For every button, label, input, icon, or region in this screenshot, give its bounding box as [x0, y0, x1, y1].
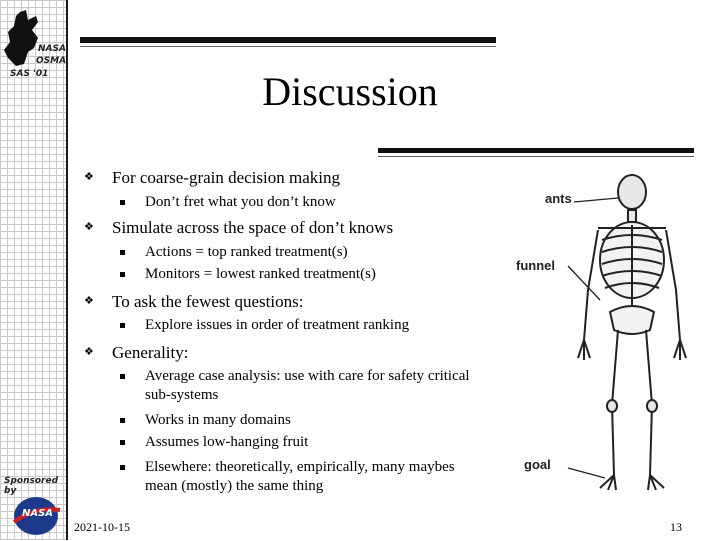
page-number: 13	[670, 520, 682, 534]
bullet-text: Simulate across the space of don’t knows	[112, 218, 394, 237]
bullet-text: To ask the fewest questions:	[112, 292, 304, 311]
west-virginia-icon	[2, 8, 66, 78]
bullet-text: For coarse-grain decision making	[112, 168, 341, 187]
content-bar-thin-line	[378, 156, 694, 157]
square-bullet-icon	[120, 374, 125, 379]
sub-bullet-text: Works in many domains	[145, 412, 291, 428]
bullet-marker-icon: ❖	[84, 171, 94, 183]
sub-bullet-text: Average case analysis: use with care for safety critical sub-systems	[145, 368, 470, 403]
sub-bullet-text: Explore issues in order of treatment ranking	[145, 317, 410, 333]
skeleton-label-goal: goal	[524, 457, 551, 472]
sub-bullet-text: Elsewhere: theoretically, empirically, many maybes mean (mostly) the same thing	[145, 459, 455, 494]
square-bullet-icon	[120, 250, 125, 255]
sub-bullet-text: Assumes low-hanging fruit	[145, 434, 309, 450]
content-bar-decoration	[378, 148, 694, 153]
sponsor-label: Sponsored by	[4, 476, 59, 496]
square-bullet-icon	[120, 323, 125, 328]
title-bar-decoration	[80, 37, 496, 43]
skeleton-illustration	[510, 170, 720, 510]
skeleton-label-ants: ants	[545, 191, 572, 206]
vertical-divider	[66, 0, 68, 540]
square-bullet-icon	[120, 272, 125, 277]
grid-decoration	[0, 0, 66, 540]
logo-line-osma: OSMA	[36, 56, 67, 66]
sub-bullet-text: Monitors = lowest ranked treatment(s)	[145, 266, 376, 282]
bullet-text: Generality:	[112, 343, 189, 362]
square-bullet-icon	[120, 440, 125, 445]
square-bullet-icon	[120, 465, 125, 470]
sub-bullet-text: Don’t fret what you don’t know	[145, 194, 336, 210]
bullet-marker-icon: ❖	[84, 346, 94, 358]
slide-title: Discussion	[262, 69, 438, 114]
nasa-logo	[10, 496, 62, 536]
logo-line-sas: SAS '01	[10, 69, 49, 79]
conference-logo	[2, 8, 66, 78]
nasa-logo-text: NASA	[22, 508, 54, 519]
square-bullet-icon	[120, 200, 125, 205]
bullet-marker-icon: ❖	[84, 221, 94, 233]
bullet-marker-icon: ❖	[84, 295, 94, 307]
logo-line-nasa: NASA	[38, 44, 66, 54]
skeleton-label-funnel: funnel	[516, 258, 555, 273]
sub-bullet-text: Actions = top ranked treatment(s)	[145, 244, 348, 260]
square-bullet-icon	[120, 418, 125, 423]
title-bar-thin-line	[80, 46, 496, 47]
footer-date: 2021-10-15	[74, 520, 130, 534]
